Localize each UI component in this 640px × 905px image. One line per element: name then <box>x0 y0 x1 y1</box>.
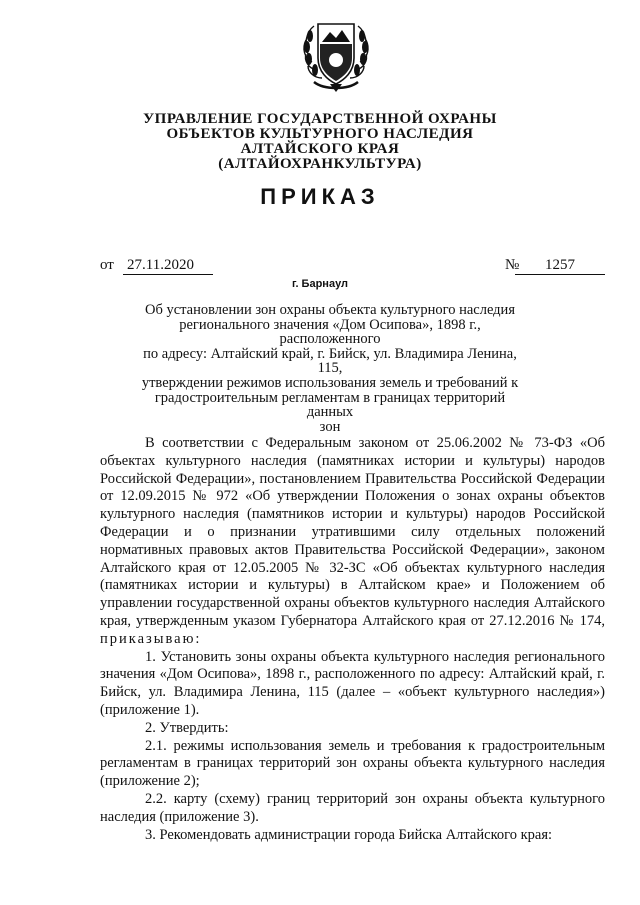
date-label: от <box>100 257 114 273</box>
coat-of-arms-emblem <box>300 14 372 100</box>
subject-line: Об установлении зон охраны объекта культурного наследия <box>145 302 515 318</box>
number-label: № <box>505 257 520 273</box>
preamble-paragraph <box>100 435 605 649</box>
subject-line: зон <box>319 418 341 435</box>
document-type-title: ПРИКАЗ <box>260 184 380 209</box>
org-name-line-2: ОБЪЕКТОВ КУЛЬТУРНОГО НАСЛЕДИЯ <box>166 126 474 142</box>
subject-line: утверждении режимов использования земель и требований к <box>141 374 519 391</box>
org-short-name: (АЛТАЙОХРАНКУЛЬТУРА) <box>218 156 422 172</box>
date-number-row <box>100 257 605 277</box>
item-2-1: 2.1. режимы использования земель и требования к градостроительным регламентам в границах территорий зон охраны объекта культурного наследия (приложение 2); <box>100 737 605 790</box>
subject-line: по адресу: Алтайский край, г. Бийск, ул. Владимира Ленина, 115, <box>143 345 517 377</box>
city-of-issue: г. Барнаул <box>291 278 349 290</box>
subject-line: регионального значения «Дом Осипова», 1898 г., расположенного <box>179 316 481 348</box>
item-3: 3. Рекомендовать администрации города Бийска Алтайского края: <box>145 826 553 843</box>
order-body <box>100 435 605 844</box>
order-word: приказываю: <box>100 630 202 647</box>
subject-line: градостроительным регламентам в границах территорий данных <box>154 389 506 421</box>
preamble-text: В соответствии с Федеральным законом от 25.06.2002 № 73-ФЗ «Об объектах культурного наследия (памятниках истории и культуры) народов Российской Федерации», постановлением Правительства Российской Федерации от 12.09.2015 № 972 «Об утверждении Положения о зонах охраны объектов культурного наследия (памятников истории и культуры) народов Российской Федерации и о признании утратившими силу отдельных положений нормативных правовых актов Правительства Российской Федерации», законом Алтайского края от 12.05.2005 № 32-ЗС «Об объектах культурного наследия (памятниках истории и культуры) в Алтайском крае» и Положением об управлении государственной охраны объектов культурного наследия Алтайского края, утвержденным указом Губернатора Алтайского края от 27.12.2016 № 174, <box>100 435 605 629</box>
order-subject <box>140 303 520 434</box>
org-name-line-3: АЛТАЙСКОГО КРАЯ <box>240 141 400 157</box>
org-name-line-1: УПРАВЛЕНИЕ ГОСУДАРСТВЕННОЙ ОХРАНЫ <box>143 111 497 127</box>
item-2: 2. Утвердить: <box>145 719 229 736</box>
document-date: 27.11.2020 <box>123 257 213 275</box>
item-1: 1. Установить зоны охраны объекта культурного наследия регионального значения «Дом Осипова», 1898 г., расположенного по адресу: Алтайский край, г. Бийск, ул. Владимира Ленина, 115 (далее – «объект культурного наследия») (приложение 1). <box>100 648 605 718</box>
document-number: 1257 <box>515 257 605 275</box>
item-2-2: 2.2. карту (схему) границ территорий зон охраны объекта культурного наследия (приложение 3). <box>100 790 605 825</box>
